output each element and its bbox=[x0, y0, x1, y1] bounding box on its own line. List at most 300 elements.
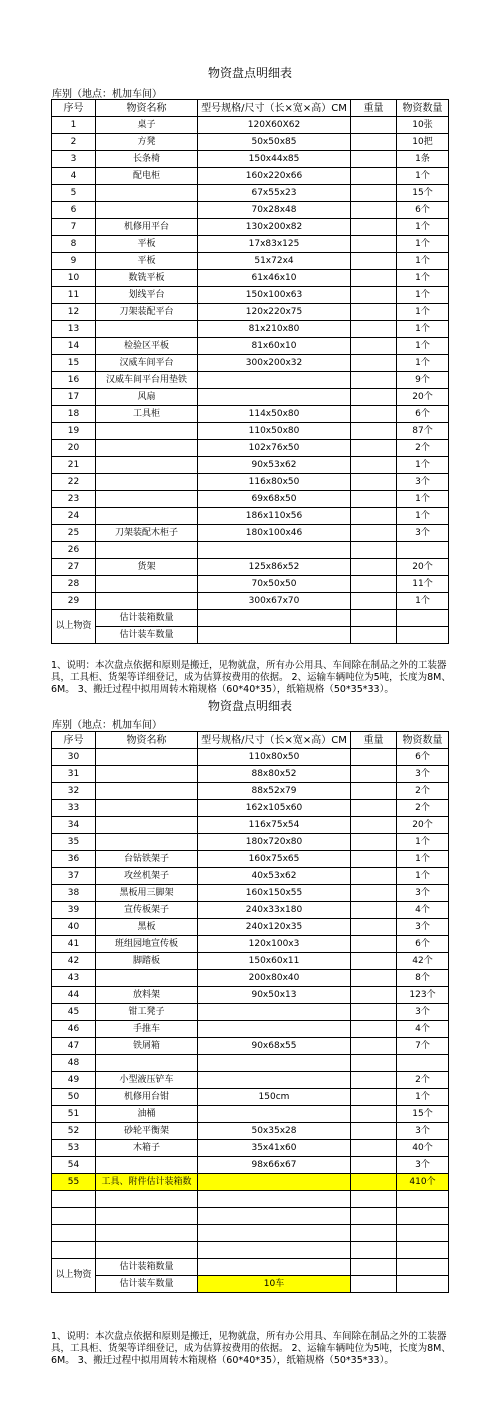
cell-no: 26 bbox=[52, 542, 96, 559]
cell-name: 脚踏板 bbox=[96, 953, 198, 970]
cell-weight bbox=[351, 423, 397, 440]
table-row bbox=[52, 902, 449, 919]
table-row bbox=[52, 355, 449, 372]
cell-no: 20 bbox=[52, 440, 96, 457]
cell-no: 55 bbox=[52, 1174, 96, 1191]
truck-value-cell: 10车 bbox=[198, 1276, 351, 1293]
cell-qty: 2个 bbox=[397, 1072, 449, 1089]
cell-no: 46 bbox=[52, 1021, 96, 1038]
table-row bbox=[52, 253, 449, 270]
cell-no: 21 bbox=[52, 457, 96, 474]
cell-qty: 3个 bbox=[397, 1157, 449, 1174]
cell-name bbox=[96, 457, 198, 474]
cell-qty bbox=[397, 1055, 449, 1072]
cell-spec: 90x53x62 bbox=[198, 457, 351, 474]
cell-name: 工具、附件估计装箱数 bbox=[96, 1174, 198, 1191]
cell-name: 黑板 bbox=[96, 919, 198, 936]
cell-weight bbox=[351, 1004, 397, 1021]
cell-weight bbox=[351, 406, 397, 423]
cell-no: 25 bbox=[52, 525, 96, 542]
cell-qty: 6个 bbox=[397, 936, 449, 953]
cell-spec: 300x67x70 bbox=[198, 593, 351, 610]
cell-name bbox=[96, 970, 198, 987]
inventory-table-2 bbox=[51, 731, 449, 1293]
cell-qty: 20个 bbox=[397, 559, 449, 576]
cell-qty: 9个 bbox=[397, 372, 449, 389]
table-row bbox=[52, 1072, 449, 1089]
cell-spec bbox=[198, 542, 351, 559]
cell-qty: 15个 bbox=[397, 1106, 449, 1123]
cell-spec: 102x76x50 bbox=[198, 440, 351, 457]
cell-qty: 1个 bbox=[397, 457, 449, 474]
table-row bbox=[52, 474, 449, 491]
cell-name: 台钻铁架子 bbox=[96, 851, 198, 868]
summary-label-2: 以上物资 bbox=[52, 1259, 96, 1293]
table-row bbox=[52, 1089, 449, 1106]
cell-weight bbox=[351, 868, 397, 885]
cell-qty: 1个 bbox=[397, 321, 449, 338]
cell-name bbox=[96, 321, 198, 338]
cell-spec: 81x60x10 bbox=[198, 338, 351, 355]
cell-name bbox=[96, 202, 198, 219]
cell-qty: 8个 bbox=[397, 970, 449, 987]
table-row bbox=[52, 236, 449, 253]
cell-no: 27 bbox=[52, 559, 96, 576]
table-row bbox=[52, 576, 449, 593]
cell-spec: 110x50x80 bbox=[198, 423, 351, 440]
summary-box-label: 估计装箱数量 bbox=[96, 610, 198, 627]
cell-name: 汉威车间平台 bbox=[96, 355, 198, 372]
cell-qty: 1个 bbox=[397, 253, 449, 270]
cell-qty: 1个 bbox=[397, 338, 449, 355]
cell-no: 33 bbox=[52, 800, 96, 817]
cell-weight bbox=[351, 987, 397, 1004]
cell-name: 刀架装配平台 bbox=[96, 304, 198, 321]
table-header-row bbox=[52, 732, 449, 749]
cell-spec: 40x53x62 bbox=[198, 868, 351, 885]
header-no: 序号 bbox=[52, 100, 96, 117]
cell-spec: 90x68x55 bbox=[198, 1038, 351, 1055]
cell-spec: 162x105x60 bbox=[198, 800, 351, 817]
cell-weight bbox=[351, 970, 397, 987]
cell-no: 42 bbox=[52, 953, 96, 970]
cell-name: 机修用平台 bbox=[96, 219, 198, 236]
cell-no: 24 bbox=[52, 508, 96, 525]
cell-qty: 3个 bbox=[397, 766, 449, 783]
cell-weight bbox=[351, 800, 397, 817]
cell-name: 划线平台 bbox=[96, 287, 198, 304]
cell-weight bbox=[351, 936, 397, 953]
summary-box-label-2: 估计装箱数量 bbox=[96, 1259, 198, 1276]
cell-spec: 88x80x52 bbox=[198, 766, 351, 783]
table-row bbox=[52, 885, 449, 902]
cell-qty: 10把 bbox=[397, 134, 449, 151]
cell-no: 45 bbox=[52, 1004, 96, 1021]
cell-spec: 180x100x46 bbox=[198, 525, 351, 542]
table-row bbox=[52, 936, 449, 953]
cell-weight bbox=[351, 253, 397, 270]
table-row bbox=[52, 987, 449, 1004]
cell-name bbox=[96, 834, 198, 851]
cell-spec: 35x41x60 bbox=[198, 1140, 351, 1157]
cell-name: 砂轮平衡架 bbox=[96, 1123, 198, 1140]
cell-no: 15 bbox=[52, 355, 96, 372]
table-row bbox=[52, 783, 449, 800]
cell-qty: 2个 bbox=[397, 440, 449, 457]
summary-truck-label: 估计装车数量 bbox=[96, 627, 198, 644]
cell-name bbox=[96, 749, 198, 766]
table-row bbox=[52, 1038, 449, 1055]
blank-row bbox=[52, 1191, 449, 1208]
cell-spec: 90x50x13 bbox=[198, 987, 351, 1004]
cell-qty: 1个 bbox=[397, 304, 449, 321]
header-name: 物资名称 bbox=[96, 732, 198, 749]
cell-weight bbox=[351, 440, 397, 457]
cell-spec: 114x50x80 bbox=[198, 406, 351, 423]
blank-row bbox=[52, 1242, 449, 1259]
cell-qty bbox=[397, 542, 449, 559]
cell-spec: 200x80x40 bbox=[198, 970, 351, 987]
cell-weight bbox=[351, 304, 397, 321]
cell-weight bbox=[351, 885, 397, 902]
cell-no: 10 bbox=[52, 270, 96, 287]
cell-qty: 3个 bbox=[397, 1004, 449, 1021]
cell-weight bbox=[351, 902, 397, 919]
cell-qty: 1个 bbox=[397, 168, 449, 185]
cell-no: 1 bbox=[52, 117, 96, 134]
header-qty: 物资数量 bbox=[397, 732, 449, 749]
cell-spec: 300x200x32 bbox=[198, 355, 351, 372]
cell-weight bbox=[351, 749, 397, 766]
cell-no: 7 bbox=[52, 219, 96, 236]
cell-spec: 130x200x82 bbox=[198, 219, 351, 236]
cell-name: 木箱子 bbox=[96, 1140, 198, 1157]
table-row bbox=[52, 1123, 449, 1140]
cell-spec bbox=[198, 1106, 351, 1123]
cell-qty: 3个 bbox=[397, 474, 449, 491]
table-row bbox=[52, 1140, 449, 1157]
cell-qty: 6个 bbox=[397, 202, 449, 219]
cell-no: 38 bbox=[52, 885, 96, 902]
table-row bbox=[52, 508, 449, 525]
cell-spec: 110x80x50 bbox=[198, 749, 351, 766]
cell-spec: 160x150x55 bbox=[198, 885, 351, 902]
location-label-2: 库别（地点：机加车间） bbox=[52, 720, 162, 731]
cell-no: 12 bbox=[52, 304, 96, 321]
location-label: 库别（地点：机加车间） bbox=[52, 89, 162, 100]
table-row bbox=[52, 542, 449, 559]
cell-qty: 2个 bbox=[397, 783, 449, 800]
cell-no: 44 bbox=[52, 987, 96, 1004]
page-title-2: 物资盘点明细表 bbox=[207, 699, 292, 713]
cell-no: 11 bbox=[52, 287, 96, 304]
summary-row-truck bbox=[52, 627, 449, 644]
cell-weight bbox=[351, 576, 397, 593]
cell-no: 40 bbox=[52, 919, 96, 936]
cell-qty: 42个 bbox=[397, 953, 449, 970]
table-row bbox=[52, 423, 449, 440]
cell-name bbox=[96, 817, 198, 834]
cell-name: 刀架装配木柜子 bbox=[96, 525, 198, 542]
cell-no: 28 bbox=[52, 576, 96, 593]
cell-spec bbox=[198, 1021, 351, 1038]
cell-spec: 240x33x180 bbox=[198, 902, 351, 919]
header-spec: 型号规格/尺寸（长×宽×高）CM bbox=[198, 100, 351, 117]
cell-weight bbox=[351, 491, 397, 508]
cell-spec bbox=[198, 1055, 351, 1072]
cell-no: 47 bbox=[52, 1038, 96, 1055]
cell-name: 手推车 bbox=[96, 1021, 198, 1038]
cell-name: 工具柜 bbox=[96, 406, 198, 423]
summary-row-truck-2 bbox=[52, 1276, 449, 1293]
cell-qty: 1个 bbox=[397, 355, 449, 372]
cell-name: 钳工凳子 bbox=[96, 1004, 198, 1021]
table-row bbox=[52, 321, 449, 338]
table-row bbox=[52, 372, 449, 389]
table-row bbox=[52, 134, 449, 151]
cell-weight bbox=[351, 783, 397, 800]
cell-qty: 1个 bbox=[397, 851, 449, 868]
table-row bbox=[52, 440, 449, 457]
cell-spec: 50x35x28 bbox=[198, 1123, 351, 1140]
cell-weight bbox=[351, 1174, 397, 1191]
cell-qty: 1个 bbox=[397, 219, 449, 236]
cell-name: 铁屑箱 bbox=[96, 1038, 198, 1055]
cell-no: 37 bbox=[52, 868, 96, 885]
table-row bbox=[52, 919, 449, 936]
table-row bbox=[52, 117, 449, 134]
cell-weight bbox=[351, 236, 397, 253]
cell-name bbox=[96, 542, 198, 559]
cell-weight bbox=[351, 559, 397, 576]
table-row bbox=[52, 151, 449, 168]
cell-spec: 150x44x85 bbox=[198, 151, 351, 168]
cell-weight bbox=[351, 593, 397, 610]
table-row bbox=[52, 817, 449, 834]
cell-weight bbox=[351, 321, 397, 338]
cell-no: 22 bbox=[52, 474, 96, 491]
cell-no: 2 bbox=[52, 134, 96, 151]
cell-no: 13 bbox=[52, 321, 96, 338]
cell-weight bbox=[351, 1038, 397, 1055]
cell-weight bbox=[351, 134, 397, 151]
table-row bbox=[52, 749, 449, 766]
cell-qty: 87个 bbox=[397, 423, 449, 440]
cell-spec: 160x75x65 bbox=[198, 851, 351, 868]
cell-no: 8 bbox=[52, 236, 96, 253]
cell-name bbox=[96, 491, 198, 508]
cell-qty: 3个 bbox=[397, 919, 449, 936]
cell-name: 检验区平板 bbox=[96, 338, 198, 355]
cell-name: 数铣平板 bbox=[96, 270, 198, 287]
cell-weight bbox=[351, 1106, 397, 1123]
cell-qty: 1个 bbox=[397, 508, 449, 525]
cell-weight bbox=[351, 338, 397, 355]
cell-weight bbox=[351, 851, 397, 868]
cell-qty: 1个 bbox=[397, 236, 449, 253]
cell-qty: 1个 bbox=[397, 834, 449, 851]
cell-no: 19 bbox=[52, 423, 96, 440]
cell-weight bbox=[351, 542, 397, 559]
cell-weight bbox=[351, 1055, 397, 1072]
cell-name bbox=[96, 1055, 198, 1072]
cell-spec bbox=[198, 1004, 351, 1021]
cell-name bbox=[96, 1157, 198, 1174]
cell-spec bbox=[198, 372, 351, 389]
cell-qty: 1个 bbox=[397, 1089, 449, 1106]
cell-no: 18 bbox=[52, 406, 96, 423]
summary-label: 以上物资 bbox=[52, 610, 96, 644]
table-row bbox=[52, 1157, 449, 1174]
cell-no: 5 bbox=[52, 185, 96, 202]
cell-name bbox=[96, 440, 198, 457]
cell-no: 51 bbox=[52, 1106, 96, 1123]
cell-qty: 6个 bbox=[397, 406, 449, 423]
cell-weight bbox=[351, 834, 397, 851]
cell-name bbox=[96, 508, 198, 525]
cell-spec: 120x100x3 bbox=[198, 936, 351, 953]
header-name: 物资名称 bbox=[96, 100, 198, 117]
cell-spec: 61x46x10 bbox=[198, 270, 351, 287]
cell-no: 16 bbox=[52, 372, 96, 389]
cell-weight bbox=[351, 474, 397, 491]
table-row bbox=[52, 338, 449, 355]
cell-weight bbox=[351, 202, 397, 219]
cell-spec bbox=[198, 1072, 351, 1089]
cell-qty: 1个 bbox=[397, 491, 449, 508]
cell-spec: 116x75x54 bbox=[198, 817, 351, 834]
cell-no: 43 bbox=[52, 970, 96, 987]
cell-name: 班组园地宣传板 bbox=[96, 936, 198, 953]
cell-qty: 410个 bbox=[397, 1174, 449, 1191]
cell-name bbox=[96, 576, 198, 593]
cell-qty: 1条 bbox=[397, 151, 449, 168]
table-row bbox=[52, 389, 449, 406]
cell-no: 29 bbox=[52, 593, 96, 610]
table-header-row bbox=[52, 100, 449, 117]
table-row bbox=[52, 457, 449, 474]
table-row bbox=[52, 185, 449, 202]
cell-qty: 15个 bbox=[397, 185, 449, 202]
cell-spec: 81x210x80 bbox=[198, 321, 351, 338]
cell-qty: 3个 bbox=[397, 525, 449, 542]
cell-name: 配电柜 bbox=[96, 168, 198, 185]
cell-weight bbox=[351, 766, 397, 783]
cell-name: 宣传板架子 bbox=[96, 902, 198, 919]
cell-weight bbox=[351, 117, 397, 134]
cell-qty: 40个 bbox=[397, 1140, 449, 1157]
cell-name: 长条椅 bbox=[96, 151, 198, 168]
table-row bbox=[52, 491, 449, 508]
cell-weight bbox=[351, 287, 397, 304]
cell-name bbox=[96, 423, 198, 440]
cell-no: 14 bbox=[52, 338, 96, 355]
cell-spec: 70x50x50 bbox=[198, 576, 351, 593]
cell-weight bbox=[351, 355, 397, 372]
cell-no: 6 bbox=[52, 202, 96, 219]
cell-spec: 88x52x79 bbox=[198, 783, 351, 800]
table-row bbox=[52, 202, 449, 219]
cell-name: 机修用台钳 bbox=[96, 1089, 198, 1106]
table-row bbox=[52, 304, 449, 321]
cell-no: 3 bbox=[52, 151, 96, 168]
cell-name: 平板 bbox=[96, 236, 198, 253]
cell-name: 桌子 bbox=[96, 117, 198, 134]
cell-spec: 186x110x56 bbox=[198, 508, 351, 525]
cell-weight bbox=[351, 151, 397, 168]
cell-weight bbox=[351, 508, 397, 525]
header-weight: 重量 bbox=[351, 732, 397, 749]
blank-row bbox=[52, 1208, 449, 1225]
cell-spec: 120x220x75 bbox=[198, 304, 351, 321]
table-row bbox=[52, 406, 449, 423]
header-no: 序号 bbox=[52, 732, 96, 749]
cell-qty: 7个 bbox=[397, 1038, 449, 1055]
cell-spec: 120X60X62 bbox=[198, 117, 351, 134]
cell-weight bbox=[351, 270, 397, 287]
cell-no: 4 bbox=[52, 168, 96, 185]
cell-spec: 69x68x50 bbox=[198, 491, 351, 508]
summary-truck-label-2: 估计装车数量 bbox=[96, 1276, 198, 1293]
table-row bbox=[52, 559, 449, 576]
cell-spec: 240x120x35 bbox=[198, 919, 351, 936]
cell-no: 41 bbox=[52, 936, 96, 953]
cell-no: 34 bbox=[52, 817, 96, 834]
table-row bbox=[52, 287, 449, 304]
cell-name bbox=[96, 185, 198, 202]
cell-qty: 6个 bbox=[397, 749, 449, 766]
cell-qty: 11个 bbox=[397, 576, 449, 593]
cell-name: 攻丝机架子 bbox=[96, 868, 198, 885]
cell-weight bbox=[351, 219, 397, 236]
cell-spec: 17x83x125 bbox=[198, 236, 351, 253]
table-row bbox=[52, 593, 449, 610]
header-qty: 物资数量 bbox=[397, 100, 449, 117]
cell-weight bbox=[351, 1140, 397, 1157]
table-row bbox=[52, 834, 449, 851]
cell-name bbox=[96, 783, 198, 800]
cell-qty: 20个 bbox=[397, 817, 449, 834]
cell-weight bbox=[351, 953, 397, 970]
cell-spec: 125x86x52 bbox=[198, 559, 351, 576]
cell-qty: 20个 bbox=[397, 389, 449, 406]
cell-no: 32 bbox=[52, 783, 96, 800]
table-row bbox=[52, 1055, 449, 1072]
inventory-table-1 bbox=[51, 99, 449, 644]
cell-spec: 67x55x23 bbox=[198, 185, 351, 202]
cell-name: 汉威车间平台用垫铁 bbox=[96, 372, 198, 389]
cell-weight bbox=[351, 525, 397, 542]
cell-no: 53 bbox=[52, 1140, 96, 1157]
table-row bbox=[52, 1021, 449, 1038]
cell-qty: 1个 bbox=[397, 270, 449, 287]
page-title: 物资盘点明细表 bbox=[207, 66, 292, 80]
cell-qty: 1个 bbox=[397, 287, 449, 304]
cell-spec: 150x100x63 bbox=[198, 287, 351, 304]
table-row bbox=[52, 1174, 449, 1191]
header-weight: 重量 bbox=[351, 100, 397, 117]
cell-qty: 1个 bbox=[397, 593, 449, 610]
note-text-2: 1、说明：本次盘点依据和原则是搬迁，见物就盘，所有办公用具、车间除在制品之外的工装器具，工具柜、货架等详细登记，成为估算按费用的依据。 2、运输车辆吨位为5吨，长度为8M、6M。 3、搬迁过程中拟用周转木箱规格（60*40*35），纸箱规格（50*35*33）。 bbox=[51, 1331, 451, 1366]
cell-weight bbox=[351, 372, 397, 389]
cell-no: 17 bbox=[52, 389, 96, 406]
cell-weight bbox=[351, 1021, 397, 1038]
cell-spec bbox=[198, 1174, 351, 1191]
cell-no: 36 bbox=[52, 851, 96, 868]
table-row bbox=[52, 766, 449, 783]
cell-name: 风扇 bbox=[96, 389, 198, 406]
cell-spec: 70x28x48 bbox=[198, 202, 351, 219]
